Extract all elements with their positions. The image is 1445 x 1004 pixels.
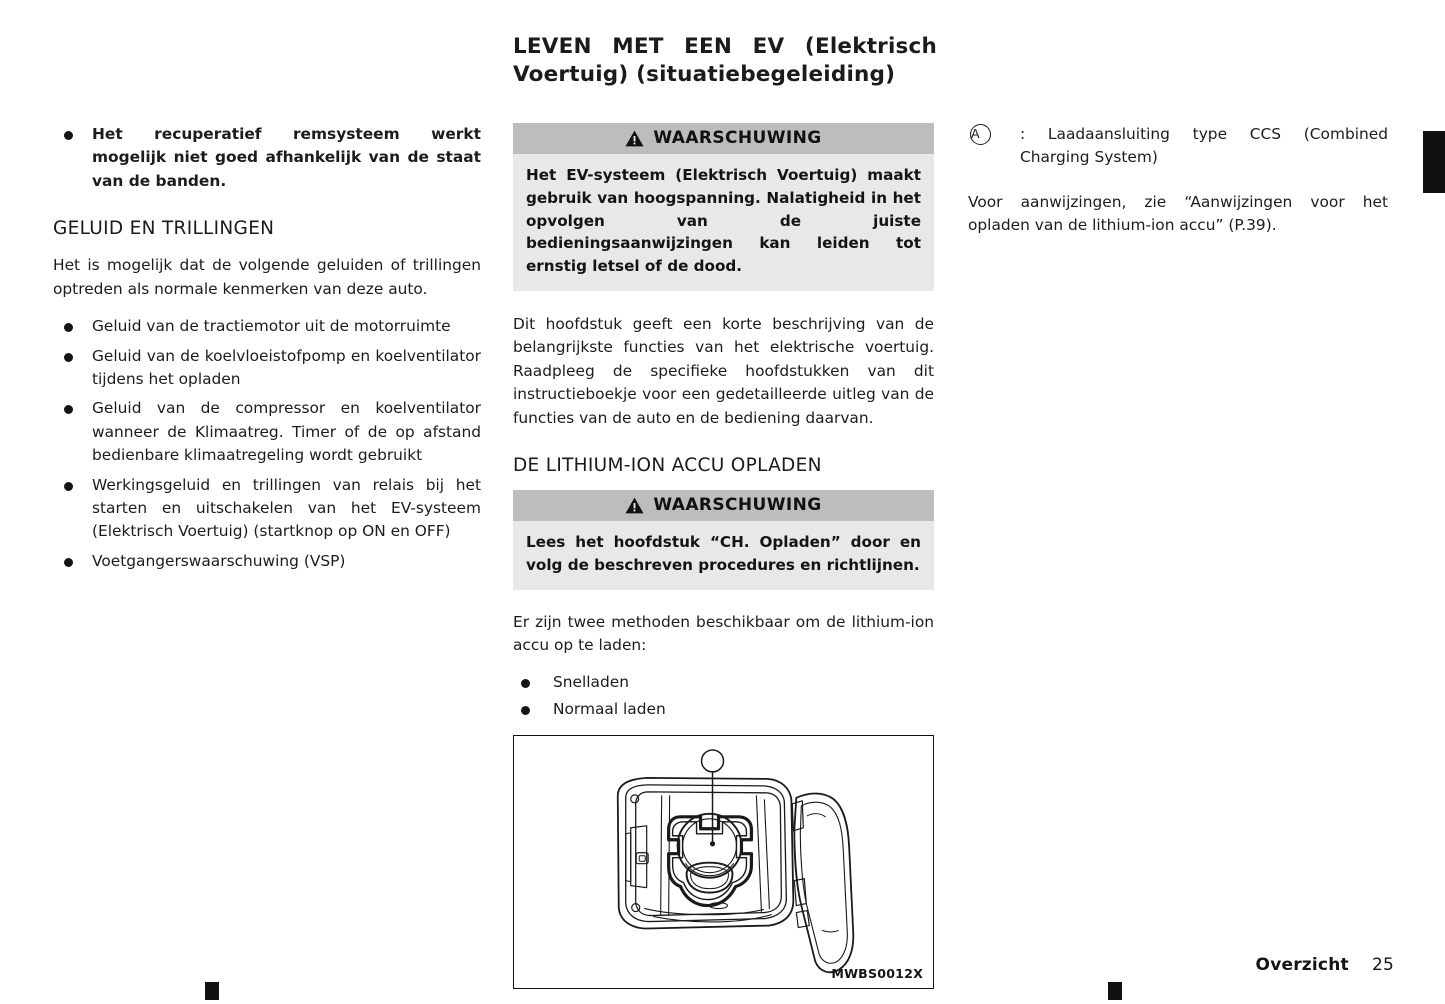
bullet-icon bbox=[64, 323, 73, 332]
list-item-label: Werkingsgeluid en trillingen van relais bij het starten en uitschakelen van het EV-systeem (Elektrisch Voertuig) (startknop op ON en OFF) bbox=[92, 475, 481, 541]
warning-body-text: Lees het hoofdstuk “CH. Opladen” door en volg de beschreven procedures en richtlijnen. bbox=[526, 533, 921, 574]
warning-body-text: Het EV-systeem (Elektrisch Voertuig) maakt gebruik van hoogspanning. Nalatigheid in het opvolgen van de juiste bedieningsaanwijzingen kan leiden tot ernstig letsel of de dood. bbox=[526, 166, 921, 276]
callout-legend-text: : Laadaansluiting type CCS (Combined Charging System) bbox=[1020, 125, 1388, 167]
page-title-line-1: LEVEN MET EEN EV (Elektrisch bbox=[513, 34, 937, 59]
geluid-intro-paragraph: Het is mogelijk dat de volgende geluiden of trillingen optreden als normale kenmerken van deze auto. bbox=[53, 256, 481, 298]
bullet-icon bbox=[521, 679, 530, 688]
list-item-label: Het recuperatief remsysteem werkt mogelijk niet goed afhankelijk van de staat van de banden. bbox=[92, 125, 481, 190]
warning-box-ev-system bbox=[513, 123, 934, 291]
section-heading-accu-opladen: DE LITHIUM-ION ACCU OPLADEN bbox=[513, 455, 822, 477]
warning-header bbox=[513, 490, 934, 521]
section-heading-geluid: GELUID EN TRILLINGEN bbox=[53, 218, 275, 240]
warning-box-opladen bbox=[513, 490, 934, 590]
middle-column bbox=[513, 123, 934, 989]
bullet-icon bbox=[64, 405, 73, 414]
list-item bbox=[53, 345, 481, 392]
list-item bbox=[513, 671, 934, 694]
registration-mark-left bbox=[205, 982, 219, 1000]
list-item bbox=[53, 550, 481, 573]
warning-triangle-icon bbox=[625, 130, 644, 147]
bullet-icon bbox=[64, 353, 73, 362]
list-item bbox=[53, 397, 481, 467]
registration-mark-right bbox=[1108, 982, 1122, 1000]
list-item bbox=[53, 315, 481, 338]
charging-port-illustration bbox=[514, 736, 933, 987]
warning-header bbox=[513, 123, 934, 154]
list-item bbox=[53, 474, 481, 544]
list-item bbox=[513, 698, 934, 721]
bullet-icon bbox=[521, 706, 530, 715]
warning-header-label: WAARSCHUWING bbox=[653, 495, 822, 516]
page-title bbox=[513, 33, 937, 90]
charging-port-figure bbox=[513, 735, 934, 988]
list-item-label: Geluid van de koelvloeistofpomp en koelventilator tijdens het opladen bbox=[92, 346, 481, 389]
warning-triangle-icon bbox=[625, 497, 644, 514]
list-item-label: Voetgangerswaarschuwing (VSP) bbox=[92, 551, 346, 570]
lead-bullet-list bbox=[53, 123, 481, 193]
list-item-label: Snelladen bbox=[553, 672, 629, 691]
bullet-icon bbox=[64, 558, 73, 567]
list-item-label: Geluid van de compressor en koelventilator wanneer de Klimaatreg. Timer of de op afstand bedienbare klimaatregeling wordt gebruikt bbox=[92, 399, 481, 465]
charging-methods-list bbox=[513, 671, 934, 722]
callout-legend-a bbox=[968, 123, 1388, 170]
footer-page-number: 25 bbox=[1371, 955, 1394, 975]
chapter-thumb-tab bbox=[1423, 131, 1445, 193]
page-title-line-2: Voertuig) (situatiebegeleiding) bbox=[513, 62, 896, 88]
chapter-intro-paragraph: Dit hoofdstuk geeft een korte beschrijving van de belangrijkste functies van het elektrische voertuig. Raadpleeg de specifieke hoofdstukken van dit instructieboekje voor een gedetailleerde uitleg van de functies van de auto en de bediening daarvan. bbox=[513, 314, 934, 427]
left-column bbox=[53, 123, 481, 573]
footer-section-label: Overzicht bbox=[1255, 955, 1349, 975]
geluid-bullet-list bbox=[53, 315, 481, 573]
page-footer bbox=[1256, 955, 1394, 975]
bullet-icon bbox=[64, 482, 73, 491]
warning-header-label: WAARSCHUWING bbox=[653, 128, 822, 148]
list-item-label: Normaal laden bbox=[553, 700, 666, 719]
bullet-icon bbox=[64, 131, 73, 140]
circled-a-icon: A bbox=[970, 124, 991, 145]
figure-code: MWBS0012X bbox=[831, 965, 923, 981]
right-column bbox=[968, 123, 1388, 238]
list-item-label: Geluid van de tractiemotor uit de motorruimte bbox=[92, 317, 451, 336]
charging-methods-intro: Er zijn twee methoden beschikbaar om de lithium-ion accu op te laden: bbox=[513, 612, 934, 655]
list-item bbox=[53, 123, 481, 193]
reference-note-paragraph: Voor aanwijzingen, zie “Aanwijzingen voor het opladen van de lithium-ion accu” (P.39). bbox=[968, 192, 1388, 235]
